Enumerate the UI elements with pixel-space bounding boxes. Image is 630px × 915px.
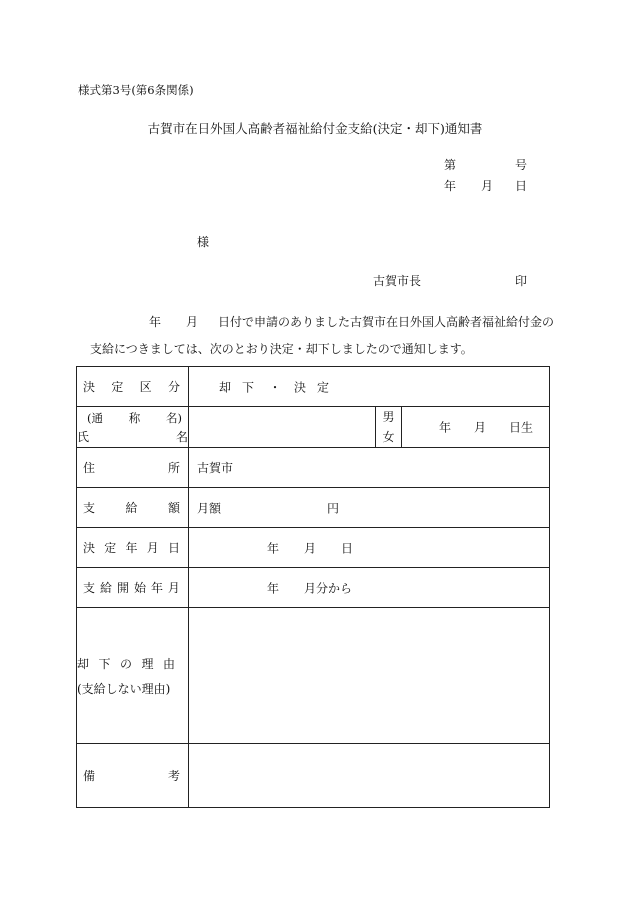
birth-date[interactable]	[402, 407, 550, 448]
issue-date-year: 年	[444, 179, 457, 193]
body-text-1: 日付で申請のありました古賀市在日外国人高齢者福祉給付金の	[218, 315, 555, 329]
label-rejection-reason: 却 下 の 理 由 (支給しない理由)	[77, 608, 189, 744]
label-name: (通 称 名) 氏 名	[77, 407, 189, 448]
issue-date-month: 月	[481, 179, 494, 193]
birth-month: 月	[474, 420, 487, 435]
row-remarks	[77, 744, 550, 808]
body-year: 年	[149, 315, 162, 329]
remarks-value[interactable]	[189, 744, 550, 808]
label-address: 住 所	[77, 448, 189, 488]
addressee-suffix: 様	[197, 235, 210, 249]
amount-value[interactable]	[189, 488, 550, 528]
label-start-month: 支 給 開 始 年 月	[77, 568, 189, 608]
row-rejection-reason	[77, 608, 550, 744]
rejection-reason-value[interactable]	[189, 608, 550, 744]
decision-date-value[interactable]: 年 月 日	[189, 528, 550, 568]
label-amount: 支 給 額	[77, 488, 189, 528]
name-value[interactable]	[189, 407, 376, 448]
document-title: 古賀市在日外国人高齢者福祉給付金支給(決定・却下)通知書	[147, 121, 483, 136]
birth-day: 日生	[509, 420, 534, 435]
form-number: 様式第3号(第6条関係)	[78, 83, 194, 97]
address-value[interactable]: 古賀市	[189, 448, 550, 488]
sex-field[interactable]	[376, 407, 402, 448]
sex-male: 男	[382, 410, 395, 424]
doc-number-suffix: 号	[515, 158, 528, 172]
row-decision-type	[77, 367, 550, 407]
issue-date-day: 日	[515, 179, 528, 193]
body-line-2: 支給につきましては、次のとおり決定・却下しましたので通知します。	[90, 342, 473, 356]
decision-type-value: 却 下 ・ 決 定	[189, 367, 550, 407]
label-reason-sub: (支給しない理由)	[77, 681, 171, 696]
label-decision-type: 決 定 区 分	[77, 367, 189, 407]
start-month-value[interactable]: 年 月分から	[189, 568, 550, 608]
row-amount	[77, 488, 550, 528]
body-month: 月	[186, 315, 199, 329]
amount-prefix: 月額	[197, 501, 222, 515]
seal-mark: 印	[515, 274, 528, 288]
row-address	[77, 448, 550, 488]
amount-unit: 円	[327, 501, 340, 515]
label-remarks: 備 考	[77, 744, 189, 808]
label-decision-date: 決 定 年 月 日	[77, 528, 189, 568]
notice-table	[76, 366, 550, 808]
row-decision-date	[77, 528, 550, 568]
sex-female: 女	[382, 430, 395, 444]
issuer-name: 古賀市長	[373, 274, 422, 288]
doc-number-prefix: 第	[444, 158, 457, 172]
row-start-month	[77, 568, 550, 608]
birth-year: 年	[439, 420, 452, 435]
row-name	[77, 407, 550, 448]
